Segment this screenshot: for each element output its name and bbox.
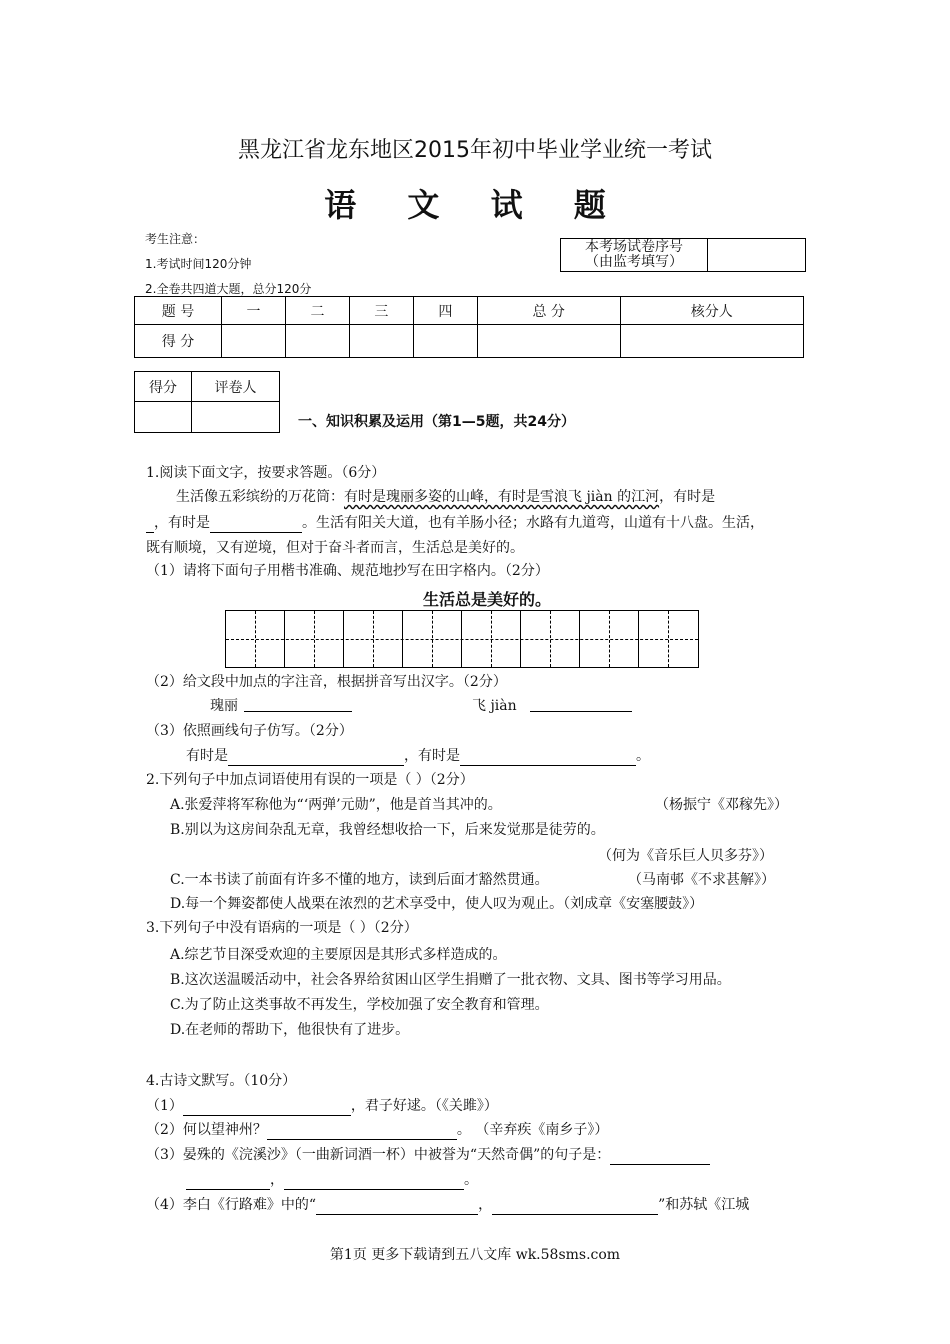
- q1-sub2-a: 瑰丽: [210, 698, 238, 714]
- q4-4-a: （4）李白《行路难》中的“: [146, 1197, 317, 1213]
- grader-score-cell[interactable]: [135, 402, 192, 433]
- score-header: 核分人: [620, 297, 803, 325]
- seat-number-field[interactable]: [708, 239, 806, 272]
- q4-stem: 4.古诗文默写。（10分）: [146, 1073, 297, 1089]
- score-cell[interactable]: [477, 325, 620, 358]
- q2-option-d: D.每一个舞姿都使人战栗在浓烈的艺术享受中，使人叹为观止。（刘成章《安塞腰鼓》）: [170, 896, 704, 912]
- q2-option-a-source: （杨振宁《邓稼先》）: [655, 797, 788, 813]
- tianzige-cell[interactable]: [285, 611, 344, 667]
- q1-paragraph-line-3: 既有顺境，又有逆境，但对于奋斗者而言，生活总是美好的。: [146, 540, 524, 556]
- q2-option-c-source: （马南邨《不求甚解》）: [628, 872, 775, 888]
- q4-item-2: [146, 1120, 608, 1140]
- q1-sub3-blank-1[interactable]: [228, 751, 404, 766]
- grader-box: [134, 371, 280, 433]
- q4-3-blank-3[interactable]: [284, 1175, 464, 1190]
- q4-1-b: ，君子好逑。（《关雎》）: [350, 1098, 498, 1114]
- score-header: 二: [285, 297, 349, 325]
- q2-option-a: A.张爱萍将军称他为“‘两弹’元勋”，他是首当其冲的。: [170, 797, 502, 813]
- q3-option-b: B.这次送温暖活动中，社会各界给贫困山区学生捐赠了一批衣物、文具、图书等学习用品。: [170, 972, 731, 988]
- score-header: 总 分: [477, 297, 620, 325]
- grader-name-cell[interactable]: [192, 402, 280, 433]
- tianzige-cell[interactable]: [344, 611, 403, 667]
- q4-3-blank-1[interactable]: [610, 1150, 710, 1165]
- q1-blank[interactable]: [210, 518, 302, 533]
- q3-stem: 3.下列句子中没有语病的一项是（ ）（2分）: [146, 920, 418, 936]
- q1-paragraph-line-2: [146, 513, 764, 533]
- q4-item-3: [146, 1145, 710, 1165]
- score-cell[interactable]: [349, 325, 413, 358]
- q1-sub2: （2）给文段中加点的字注音，根据拼音写出汉字。（2分）: [146, 674, 507, 690]
- q4-item-3-cont: [186, 1170, 478, 1190]
- page-footer: 第1页 更多下载请到五八文库 wk.58sms.com: [329, 1247, 621, 1263]
- tianzige-cell[interactable]: [639, 611, 697, 667]
- q4-2-b: 。 （辛弃疾《南乡子》）: [456, 1122, 609, 1138]
- q1-para-c: 的江河: [617, 489, 660, 505]
- q1-copy-text: 生活总是美好的。: [423, 590, 552, 609]
- q1-sub2-a-blank[interactable]: [244, 697, 352, 712]
- q3-option-c: C.为了防止这类事故不再发生，学校加强了安全教育和管理。: [170, 997, 549, 1013]
- seat-label-2: （由监考填写）: [585, 254, 683, 270]
- q1-para-b: 有时是瑰丽多姿的山峰，有时是雪浪飞: [344, 489, 582, 505]
- tianzige-cell[interactable]: [521, 611, 580, 667]
- q4-1-a: （1）: [146, 1098, 183, 1114]
- score-cell[interactable]: [413, 325, 477, 358]
- q1-sub3-c: 。: [636, 748, 650, 764]
- score-cell[interactable]: [620, 325, 803, 358]
- q4-4-c: ”和苏轼《江城: [658, 1197, 750, 1213]
- exam-title: 黑龙江省龙东地区2015年初中毕业学业统一考试: [238, 138, 712, 163]
- q4-3-blank-2[interactable]: [186, 1175, 270, 1190]
- score-header: 题 号: [135, 297, 222, 325]
- q4-item-4: [146, 1195, 749, 1215]
- q1-paragraph-line-1: [176, 487, 715, 507]
- q1-para-d: ，有时是: [659, 489, 716, 505]
- grader-score-label: 得分: [135, 372, 192, 402]
- score-table: [134, 296, 804, 358]
- q1-sub3-blank-2[interactable]: [460, 751, 636, 766]
- q4-3-b: ，: [270, 1172, 284, 1188]
- q2-stem: 2.下列句子中加点词语使用有误的一项是（ ）（2分）: [146, 772, 474, 788]
- q4-4-blank-2[interactable]: [492, 1200, 658, 1215]
- q1-sub3: （3）依照画线句子仿写。（2分）: [146, 723, 353, 739]
- notice-line-1: 1.考试时间120分钟: [145, 257, 252, 271]
- tianzige-cell[interactable]: [580, 611, 639, 667]
- notice-line-2: 2.全卷共四道大题，总分120分: [145, 282, 312, 296]
- q4-2-a: （2）何以望神州？: [146, 1122, 267, 1138]
- q4-4-b: ，: [478, 1197, 493, 1213]
- q4-3-a: （3）晏殊的《浣溪沙》（一曲新词酒一杯）中被誉为“天然奇偶”的句子是：: [146, 1147, 611, 1163]
- score-header: 三: [349, 297, 413, 325]
- seat-number-box: [560, 238, 806, 272]
- q3-option-d: D.在老师的帮助下，他很快有了进步。: [170, 1022, 410, 1038]
- seat-label-1: 本考场试卷序号: [585, 239, 683, 255]
- q1-blank-lead[interactable]: [146, 518, 154, 533]
- q1-stem: 1.阅读下面文字，按要求答题。（6分）: [146, 465, 386, 481]
- notice-heading: 考生注意：: [145, 232, 206, 246]
- q1-para2-a: ，有时是: [154, 515, 210, 531]
- tianzige-cell[interactable]: [403, 611, 462, 667]
- q1-sub1: （1）请将下面句子用楷书准确、规范地抄写在田字格内。（2分）: [146, 563, 549, 579]
- q2-option-b: B.别以为这房间杂乱无章，我曾经想收拾一下，后来发觉那是徒劳的。: [170, 822, 605, 838]
- subject-title: 语 文 试 题: [324, 186, 626, 224]
- q1-underlined-sentence: [344, 489, 659, 505]
- q4-1-blank[interactable]: [183, 1101, 351, 1116]
- q2-option-b-source: （何为《音乐巨人贝多芬》）: [598, 848, 773, 864]
- seat-label: [561, 239, 708, 272]
- score-row-label: 得 分: [135, 325, 222, 358]
- score-cell[interactable]: [222, 325, 286, 358]
- tianzige-cell[interactable]: [226, 611, 285, 667]
- q1-sub3-line: [186, 746, 650, 766]
- q1-pinyin: jiàn: [582, 489, 618, 505]
- grader-name-label: 评卷人: [192, 372, 280, 402]
- q3-option-a: A.综艺节目深受欢迎的主要原因是其形式多样造成的。: [170, 947, 507, 963]
- q1-sub3-b: ，有时是: [404, 748, 460, 764]
- q1-sub2-b-blank[interactable]: [530, 697, 632, 712]
- score-header: 一: [222, 297, 286, 325]
- score-header: 四: [413, 297, 477, 325]
- q4-3-c: 。: [464, 1172, 478, 1188]
- q2-option-c: C.一本书读了前面有许多不懂的地方，读到后面才豁然贯通。: [170, 872, 549, 888]
- q4-item-1: [146, 1096, 498, 1116]
- tianzige-grid[interactable]: [225, 610, 699, 668]
- q4-2-blank[interactable]: [267, 1125, 457, 1140]
- tianzige-cell[interactable]: [462, 611, 521, 667]
- q1-para-a: 生活像五彩缤纷的万花筒：: [176, 489, 344, 505]
- q4-4-blank-1[interactable]: [316, 1200, 478, 1215]
- q1-sub3-a: 有时是: [186, 748, 228, 764]
- score-cell[interactable]: [285, 325, 349, 358]
- q1-sub2-b: 飞 jiàn: [472, 698, 517, 714]
- q1-para2-b: 。生活有阳关大道，也有羊肠小径；水路有九道弯，山道有十八盘。生活，: [302, 515, 764, 531]
- section-1-heading: 一、知识积累及运用（第1—5题，共24分）: [298, 414, 575, 430]
